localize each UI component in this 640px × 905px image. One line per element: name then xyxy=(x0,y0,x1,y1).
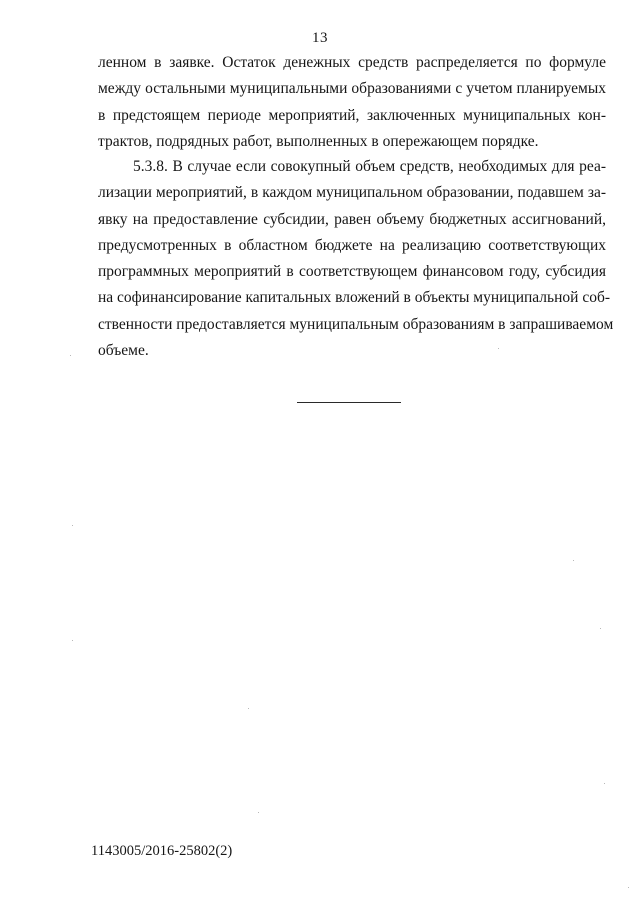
end-separator-line xyxy=(297,402,401,403)
scan-speck xyxy=(72,640,73,641)
text-line: 5.3.8. В случае если совокупный объем средств, необходимых для реа- xyxy=(133,158,606,175)
scan-speck xyxy=(72,525,73,526)
scan-speck xyxy=(258,812,259,813)
paragraph-5-3-8 xyxy=(98,154,614,364)
document-id: 1143005/2016-25802(2) xyxy=(91,843,233,859)
scan-speck xyxy=(498,348,499,349)
text-line: ственности предоставляется муниципальным образованиям в запрашиваемом xyxy=(98,315,614,333)
text-line: между остальными муниципальными образованиями с учетом планируемых xyxy=(98,80,606,98)
text-line: на софинансирование капитальных вложений в объекты муниципальной соб- xyxy=(98,289,611,307)
text-line: ленном в заявке. Остаток денежных средств распределяется по формуле xyxy=(98,54,606,71)
page-number: 13 xyxy=(312,30,328,46)
scan-speck xyxy=(600,628,601,629)
text-line: в предстоящем периоде мероприятий, заключенных муниципальных кон- xyxy=(98,106,606,124)
text-line: лизации мероприятий, в каждом муниципальном образовании, подавшем за- xyxy=(98,184,606,202)
paragraph-continuation xyxy=(98,50,606,155)
scan-speck xyxy=(248,708,249,709)
text-line: программных мероприятий в соответствующем финансовом году, субсидия xyxy=(98,263,606,281)
scan-speck xyxy=(628,887,629,888)
text-line: явку на предоставление субсидии, равен объему бюджетных ассигнований, xyxy=(98,210,606,228)
scan-speck xyxy=(573,560,574,561)
text-line: объеме. xyxy=(98,342,149,360)
scan-speck xyxy=(604,783,605,784)
scan-speck xyxy=(70,355,71,356)
text-line: трактов, подрядных работ, выполненных в опережающем порядке. xyxy=(98,132,539,150)
text-line: предусмотренных в областном бюджете на реализацию соответствующих xyxy=(98,236,606,254)
